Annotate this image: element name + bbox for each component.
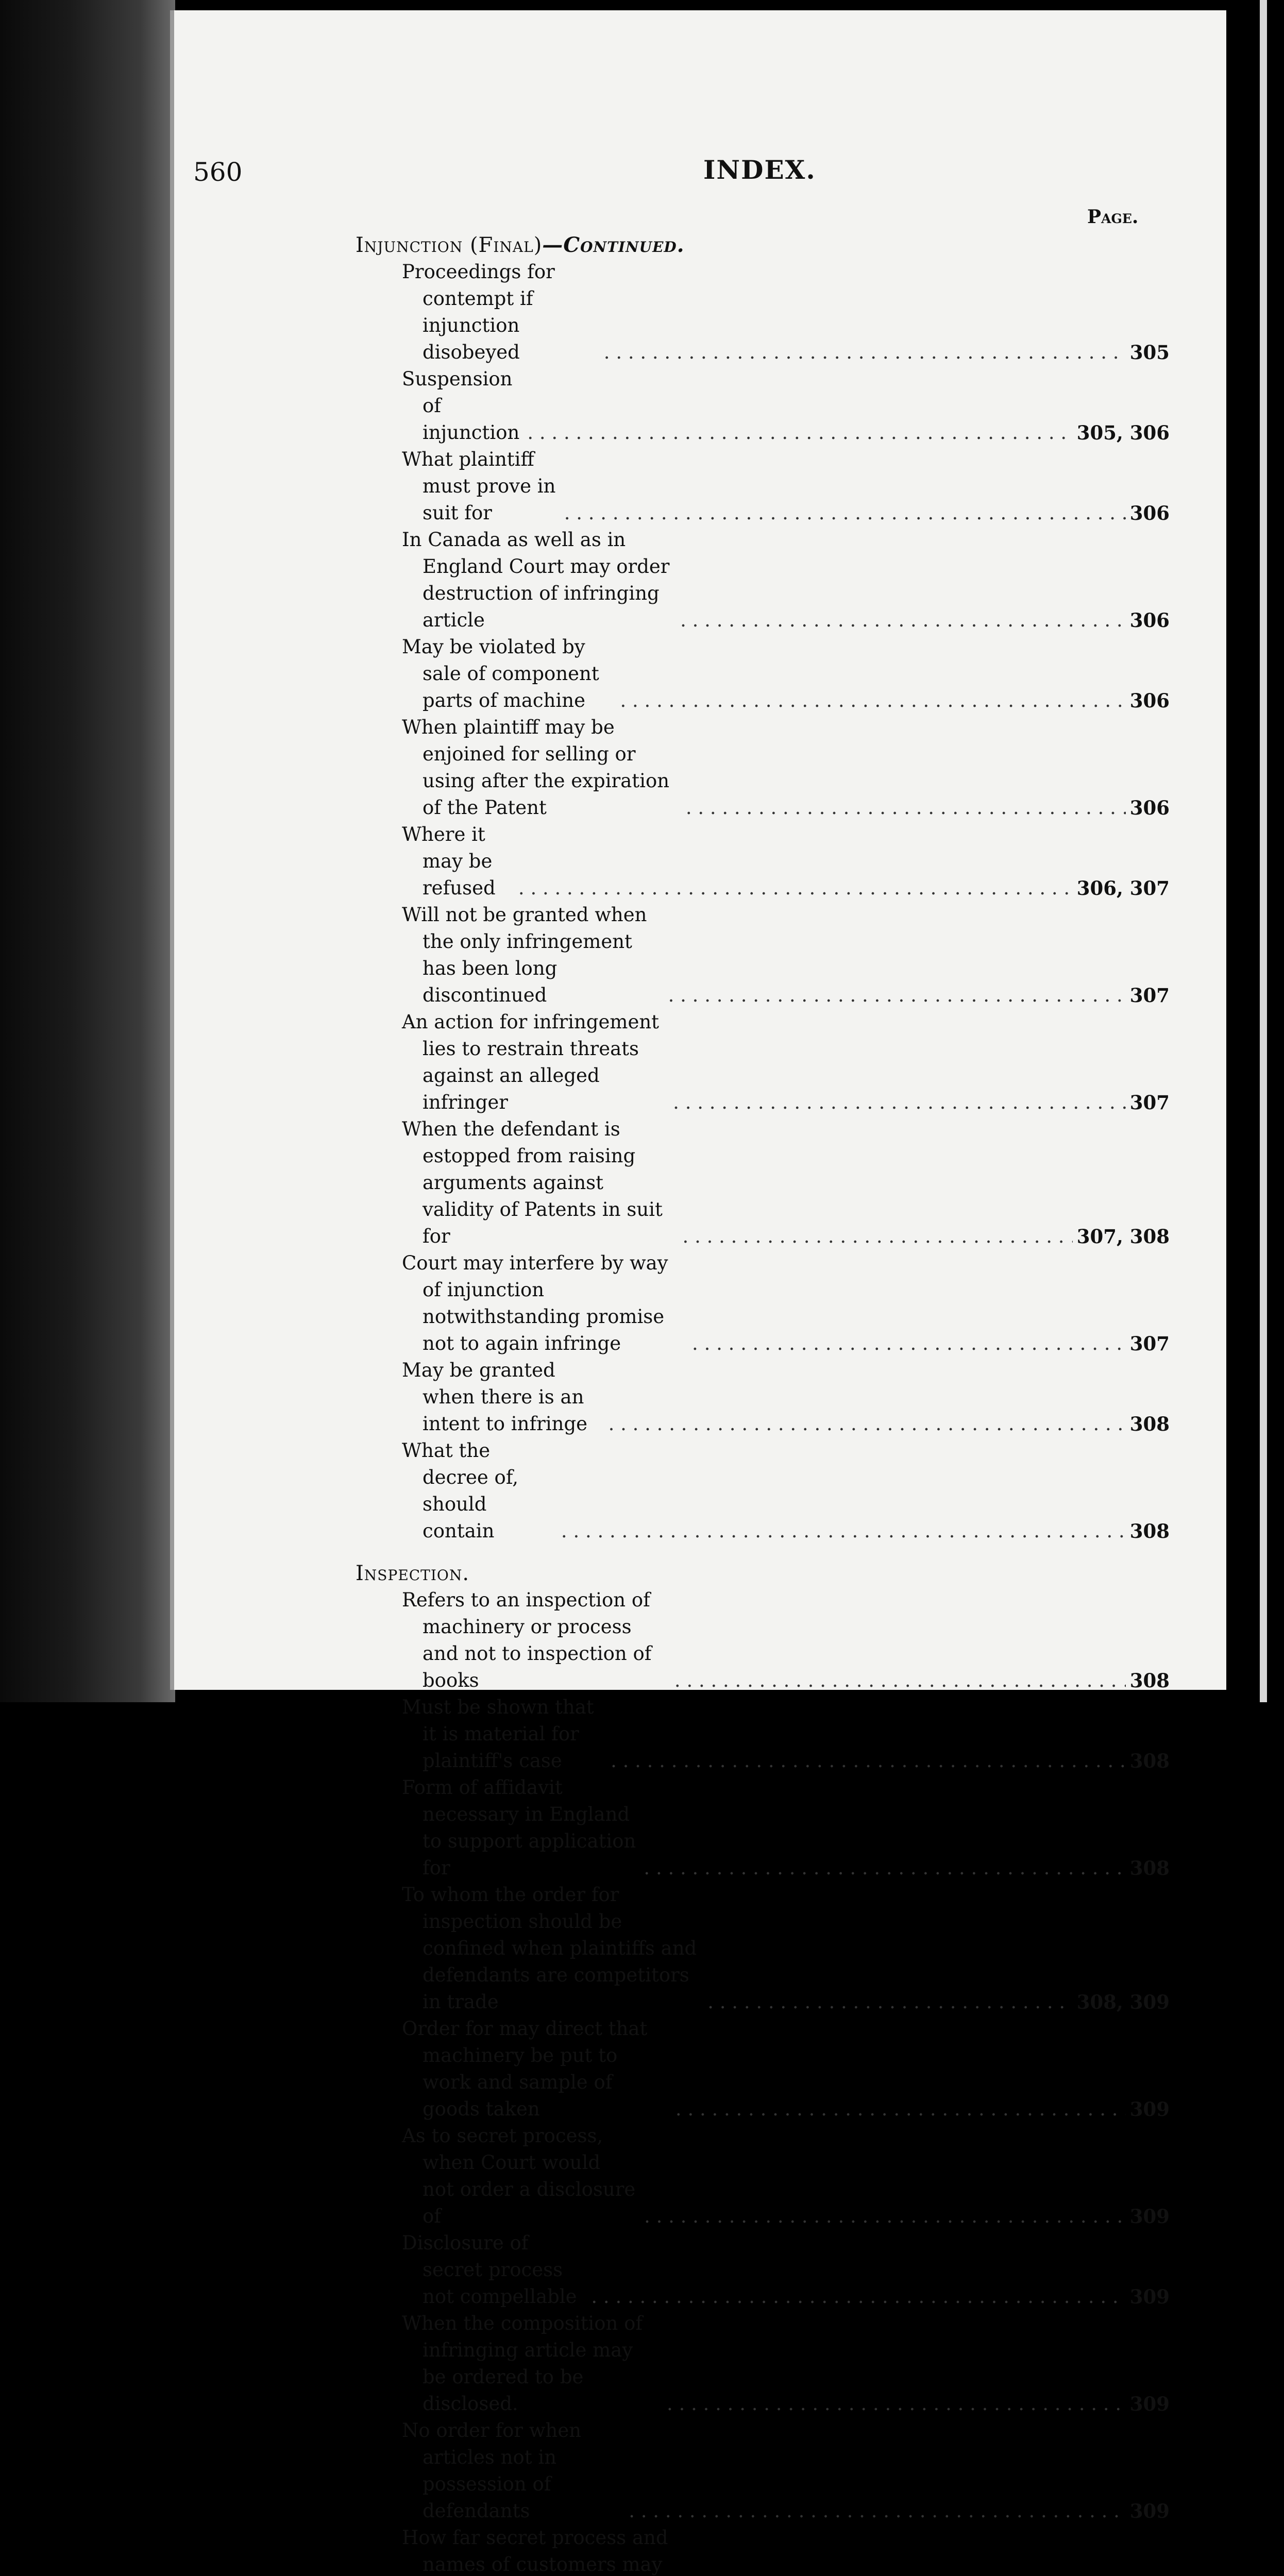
index-content [356,232,1170,2576]
index-entry [402,446,1170,527]
next-page-edge [1226,0,1284,1702]
dot-leader [607,1748,1126,1774]
entry-page: 306 [1129,796,1170,819]
index-entry [402,634,1170,714]
index-entry [402,1882,1170,2015]
dot-leader [688,1330,1126,1357]
index-entry [402,2230,1170,2310]
index-entry [402,2123,1170,2230]
index-entry [402,1357,1170,1437]
index-entry [402,1437,1170,1545]
dot-leader [605,1411,1126,1437]
index-entry [402,821,1170,902]
index-entry [402,2417,1170,2524]
entry-page: 309 [1129,2393,1170,2415]
dot-leader [640,2203,1126,2230]
book-spine [0,0,175,1702]
entry-text: What plaintiff must prove in suit for [402,448,556,524]
entry-page: 308 [1129,1750,1170,1772]
dot-leader [640,1855,1125,1882]
dot-leader [677,607,1126,634]
index-entry [402,2524,1170,2576]
entry-text: Order for may direct that machinery be put to work and sample of goods taken [402,2018,648,2120]
entry-page: 309 [1129,2205,1170,2228]
entry-page: 307 [1129,1332,1170,1355]
entry-text: As to secret process, when Court would not order a disclosure of [402,2125,636,2227]
index-entry [402,1774,1170,1882]
entry-page: 309 [1129,2285,1170,2308]
dot-leader [557,1518,1126,1545]
section-heading [356,232,1170,259]
dot-leader [561,500,1126,527]
section-heading-suffix: —Continued. [542,233,685,257]
page-title: INDEX. [703,155,816,185]
entry-page: 308 [1129,1413,1170,1435]
dot-leader [682,794,1126,821]
entry-text: In Canada as well as in England Court may order destruction of infringing article [402,529,670,631]
entry-page: 307 [1129,984,1170,1007]
entry-text: May be granted when there is an intent to infringe [402,1359,588,1435]
index-entry [402,1587,1170,1694]
index-entry [402,1009,1170,1116]
entry-page: 307 [1129,1091,1170,1114]
entry-text: When the composition of infringing article may be ordered to be disclosed. [402,2312,643,2415]
entry-text: Must be shown that it is material for plaintiff's case [402,1696,594,1772]
entry-text: Will not be granted when the only infringement has been long discontinued [402,904,647,1006]
entry-page: 305, 306 [1076,421,1170,444]
entry-text: May be violated by sale of component parts of machine [402,636,599,711]
entry-text: Disclosure of secret process not compellable [402,2232,577,2308]
dot-leader [663,2391,1126,2417]
entry-page: 309 [1129,2098,1170,2121]
entry-text: Form of affidavit necessary in England to support application for [402,1776,636,1879]
dot-leader [616,687,1125,714]
section-heading [356,1560,1170,1587]
entry-page: 308 [1129,1669,1170,1692]
entry-text: No order for when articles not in possession of defendants [402,2419,582,2522]
dot-leader [515,875,1073,902]
page-number: 560 [193,157,243,187]
entry-text: Where it may be refused [402,823,496,899]
index-entry [402,366,1170,446]
index-entry [402,714,1170,821]
dot-leader [679,1223,1073,1250]
dot-leader [587,2283,1125,2310]
entry-text: To whom the order for inspection should be confined when plaintiffs and defendants are competitors in trade [402,1884,697,2013]
dot-leader [671,1667,1126,1694]
dot-leader [672,2096,1126,2123]
entry-text: Refers to an inspection of machinery or process and not to inspection of books [402,1589,652,1691]
entry-page: 309 [1129,2500,1170,2522]
index-entry [402,527,1170,634]
entry-text: What the decree of, should contain [402,1439,518,1542]
entry-text: An action for infringement lies to restrain threats against an alleged infringer [402,1011,660,1113]
entry-page: 306 [1129,502,1170,524]
entry-page: 307, 308 [1076,1225,1170,1248]
index-entry [402,1116,1170,1250]
index-entry [402,2310,1170,2417]
dot-leader [704,1989,1073,2015]
entry-page: 308, 309 [1076,1991,1170,2013]
entry-page: 305 [1129,341,1170,364]
entry-page: 306, 307 [1076,877,1170,900]
index-entry [402,1250,1170,1357]
section-heading-text: Injunction (Final) [356,233,543,257]
dot-leader [625,2498,1126,2524]
entry-text: How far secret process and names of customers may [402,2527,668,2575]
entry-page: 306 [1129,609,1170,632]
entry-text: When plaintiff may be enjoined for selling or using after the expiration of the Patent [402,716,670,819]
entry-text: Proceedings for contempt if injunction disobeyed [402,261,555,363]
entry-page: 308 [1129,1520,1170,1543]
entry-page: 306 [1129,689,1170,712]
entry-page: 308 [1129,1857,1170,1879]
dot-leader [600,339,1126,366]
entry-text: Suspension of injunction [402,368,520,444]
index-entry [402,259,1170,366]
index-entry [402,2015,1170,2123]
entry-text: Court may interfere by way of injunction notwithstanding promise not to again infringe [402,1252,668,1354]
dot-leader [669,1089,1126,1116]
index-entry [402,902,1170,1009]
entry-text: When the defendant is estopped from raising arguments against validity of Patents in suit for [402,1118,663,1247]
dot-leader [665,982,1126,1009]
page-column-label: Page. [1087,206,1139,228]
index-entry [402,1694,1170,1774]
next-page-sliver [1260,0,1267,1702]
section-heading-text: Inspection. [356,1562,470,1585]
dot-leader [523,419,1072,446]
